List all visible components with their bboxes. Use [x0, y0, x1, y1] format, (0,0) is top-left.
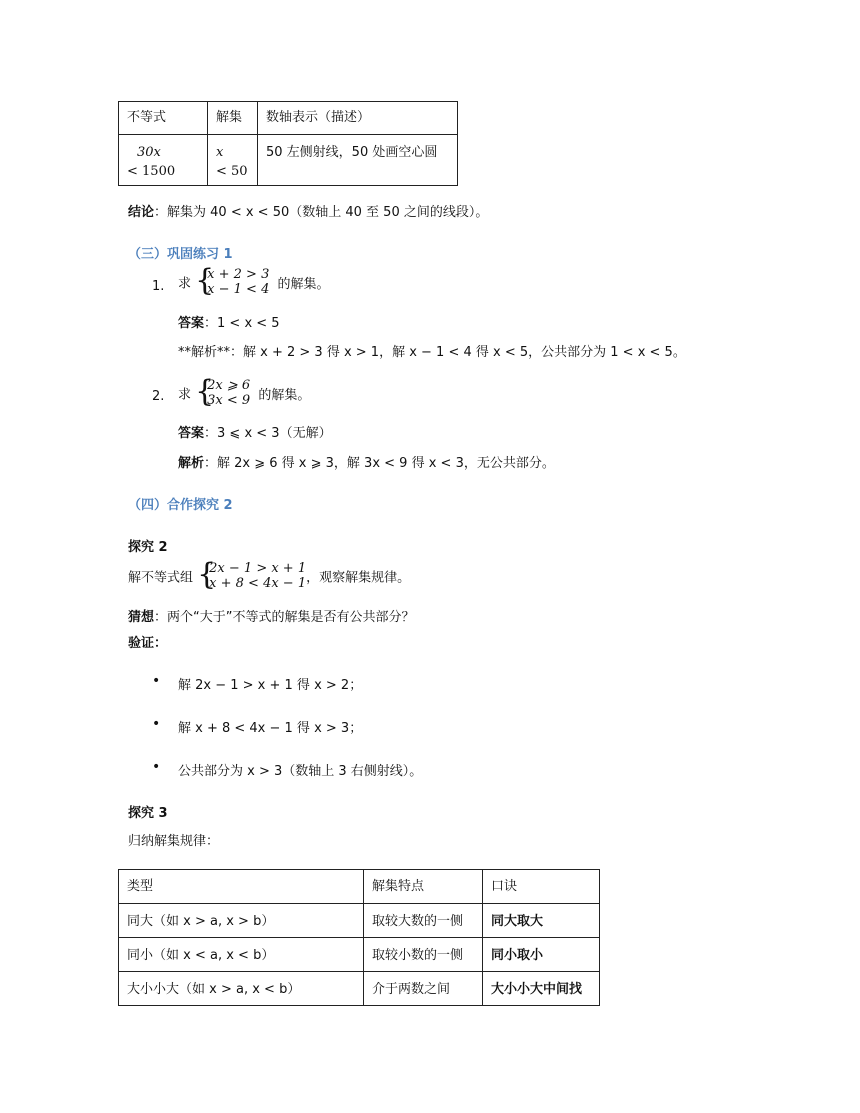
conclusion: 结论：解集为 40 < x < 50（数轴上 40 至 50 之间的线段）。: [128, 205, 489, 220]
list-item: 公共部分为 x > 3（数轴上 3 右侧射线）。: [178, 764, 423, 779]
q2-question: 求 { 2x ⩾ 6 3x < 9 的解集。: [178, 374, 311, 409]
table-header: 口诀: [483, 870, 600, 904]
list-item: 解 2x − 1 > x + 1 得 x > 2；: [178, 678, 363, 693]
table-header: 数轴表示（描述）: [258, 102, 458, 135]
rules-table: [118, 869, 600, 1006]
explore3-title: 探究 3: [128, 806, 168, 821]
bullet-icon: •: [152, 716, 161, 732]
section-title: （三）巩固练习 1: [128, 247, 233, 262]
bullet-icon: •: [152, 673, 161, 689]
explore2-question: 解不等式组 { 2x − 1 > x + 1 x + 8 < 4x − 1 ，观察解集规律。: [128, 557, 411, 592]
table-cell: 30x < 1500: [119, 135, 208, 186]
equation-system: { x + 2 > 3 x − 1 < 4: [195, 263, 270, 298]
table-cell: 50 左侧射线，50 处画空心圆: [258, 135, 458, 186]
table-header: 解集: [208, 102, 258, 135]
section-title: （四）合作探究 2: [128, 498, 233, 513]
q1-number: 1.: [152, 279, 165, 294]
table-row: 大小小大（如 x > a, x < b） 介于两数之间 大小小大中间找: [119, 972, 600, 1006]
table-header: 不等式: [119, 102, 208, 135]
list-item: 解 x + 8 < 4x − 1 得 x > 3；: [178, 721, 363, 736]
q2-analysis: 解析：解 2x ⩾ 6 得 x ⩾ 3，解 3x < 9 得 x < 3，无公共部分。: [178, 456, 555, 471]
q2-answer: 答案：3 ⩽ x < 3（无解）: [178, 426, 332, 441]
table-row: 同大（如 x > a, x > b） 取较大数的一侧 同大取大: [119, 904, 600, 938]
equation-system: { 2x ⩾ 6 3x < 9: [195, 374, 251, 409]
inequality-table: [118, 101, 458, 186]
q1-answer: 答案：1 < x < 5: [178, 316, 280, 331]
explore3-intro: 归纳解集规律：: [128, 834, 220, 849]
table-header: 解集特点: [364, 870, 483, 904]
equation-system: { 2x − 1 > x + 1 x + 8 < 4x − 1: [197, 557, 307, 592]
table-cell: x < 50: [208, 135, 258, 186]
q2-number: 2.: [152, 389, 165, 404]
q1-analysis: **解析**：解 x + 2 > 3 得 x > 1，解 x − 1 < 4 得 x < 5，公共部分为 1 < x < 5。: [178, 345, 686, 360]
table-row: 同小（如 x < a, x < b） 取较小数的一侧 同小取小: [119, 938, 600, 972]
bullet-icon: •: [152, 759, 161, 775]
verify: 验证：: [128, 636, 168, 651]
guess: 猜想：两个“大于”不等式的解集是否有公共部分？: [128, 610, 415, 625]
q1-question: 求 { x + 2 > 3 x − 1 < 4 的解集。: [178, 263, 330, 298]
table-header: 类型: [119, 870, 364, 904]
explore2-title: 探究 2: [128, 540, 168, 555]
